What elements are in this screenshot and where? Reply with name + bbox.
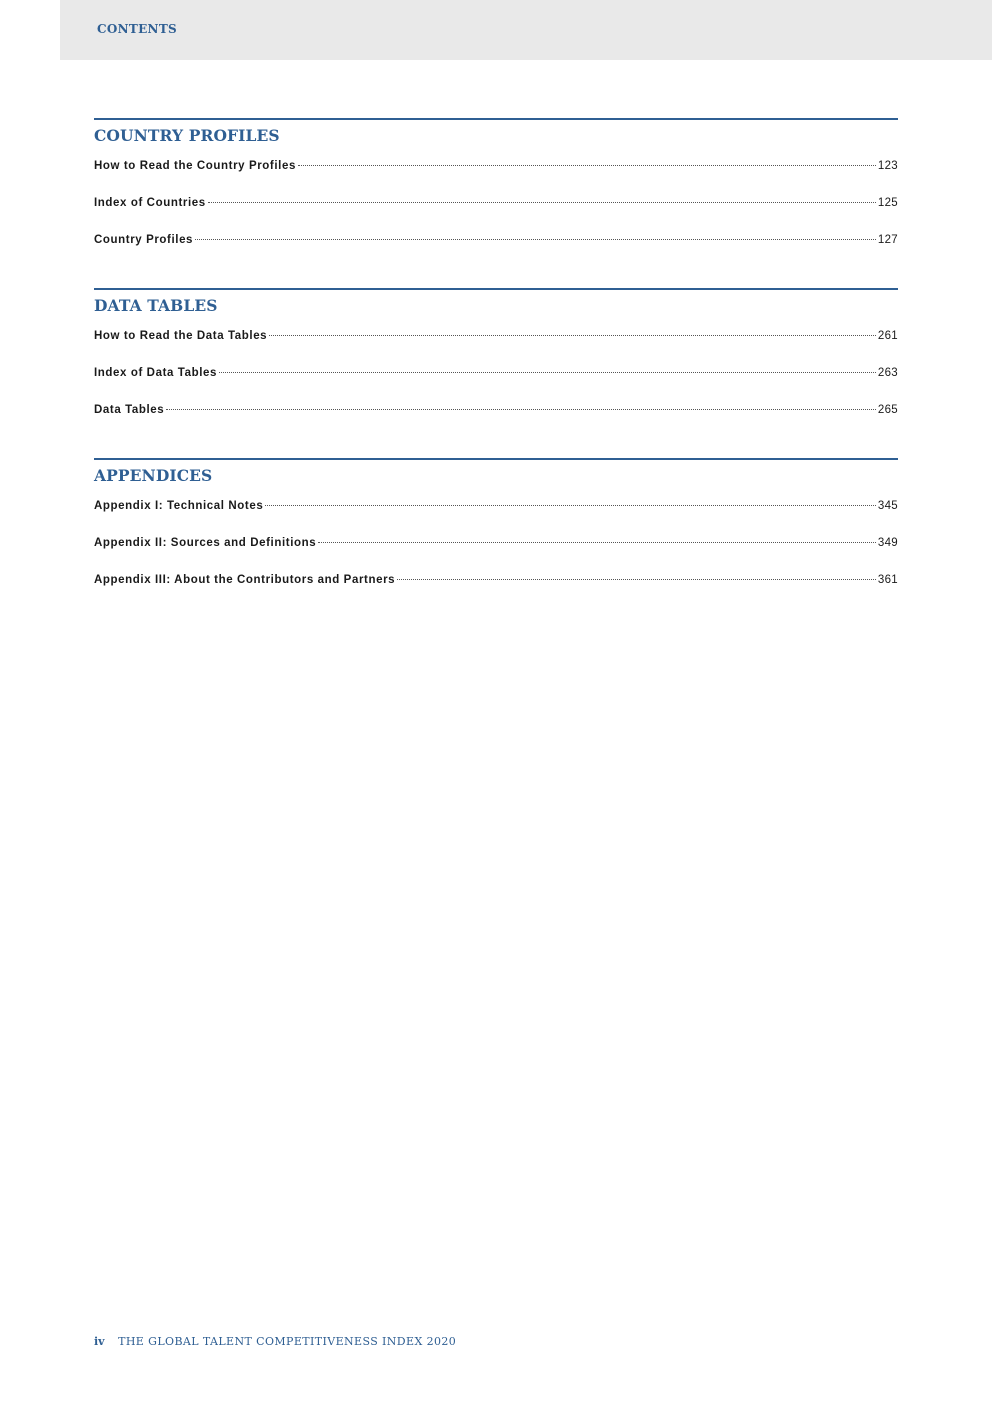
dot-leader (195, 239, 876, 240)
toc-entry[interactable] (94, 500, 898, 537)
toc-entry-page: 345 (877, 500, 898, 512)
dot-leader (208, 202, 876, 203)
toc-entry-page: 349 (877, 537, 898, 549)
footer-page-number: iv (94, 1335, 105, 1348)
toc-entry-title: Index of Data Tables (94, 367, 217, 379)
dot-leader (318, 542, 876, 543)
toc-entry-page: 263 (877, 367, 898, 379)
toc-entry-title: Appendix III: About the Contributors and Partners (94, 574, 396, 586)
dot-leader (298, 165, 876, 166)
section-title: DATA TABLES (94, 296, 218, 315)
toc-entry-page: 261 (877, 330, 898, 342)
section-country-profiles (94, 118, 898, 252)
toc-entry[interactable] (94, 574, 898, 592)
toc-entry[interactable] (94, 197, 898, 234)
toc-entry-title: How to Read the Country Profiles (94, 160, 296, 172)
dot-leader (166, 409, 876, 410)
toc-entry-title: Appendix I: Technical Notes (94, 500, 264, 512)
toc-entry-page: 127 (877, 234, 898, 246)
table-of-contents (94, 118, 898, 628)
section-title: APPENDICES (94, 466, 213, 485)
toc-entry-title: Appendix II: Sources and Definitions (94, 537, 317, 549)
toc-entry[interactable] (94, 160, 898, 197)
section-title: COUNTRY PROFILES (94, 126, 280, 145)
toc-entry-title: Index of Countries (94, 197, 206, 209)
toc-entry-page: 125 (877, 197, 898, 209)
toc-entry[interactable] (94, 234, 898, 252)
dot-leader (265, 505, 876, 506)
toc-entry[interactable] (94, 537, 898, 574)
toc-entry-page: 123 (877, 160, 898, 172)
toc-entry-page: 265 (877, 404, 898, 416)
page-footer (94, 1335, 456, 1348)
dot-leader (397, 579, 876, 580)
toc-entry[interactable] (94, 367, 898, 404)
header-label: CONTENTS (97, 22, 178, 36)
toc-entry[interactable] (94, 330, 898, 367)
header-band (60, 0, 992, 60)
toc-entry-title: Country Profiles (94, 234, 194, 246)
toc-entry-title: Data Tables (94, 404, 165, 416)
section-data-tables (94, 288, 898, 422)
toc-entry-page: 361 (877, 574, 898, 586)
toc-entry[interactable] (94, 404, 898, 422)
toc-entry-title: How to Read the Data Tables (94, 330, 268, 342)
dot-leader (269, 335, 876, 336)
footer-title: THE GLOBAL TALENT COMPETITIVENESS INDEX 2020 (118, 1335, 457, 1348)
dot-leader (219, 372, 876, 373)
section-appendices (94, 458, 898, 592)
